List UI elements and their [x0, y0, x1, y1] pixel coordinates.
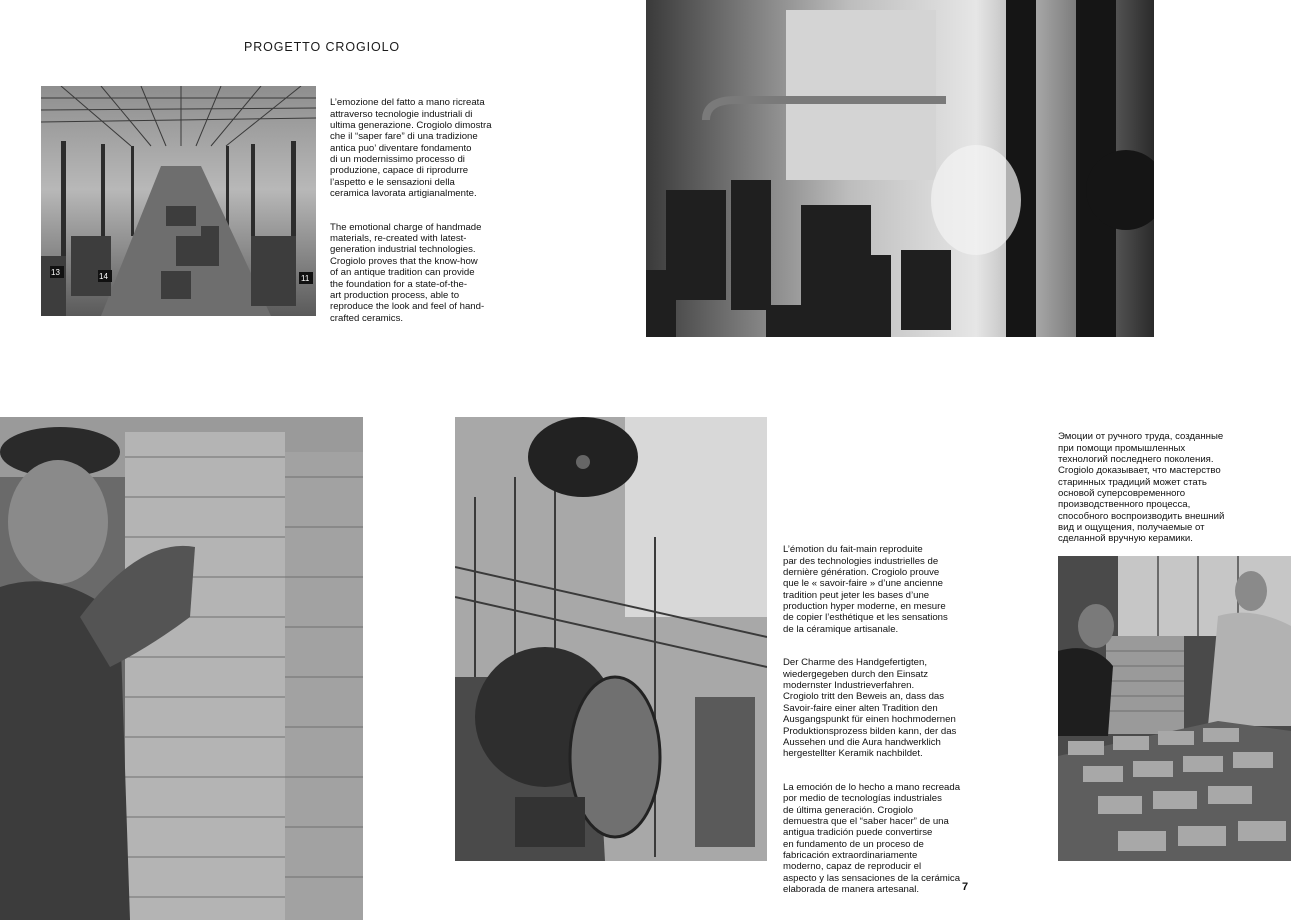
german-paragraph: Der Charme des Handgefertigten, wiedergegeben durch den Einsatz modernster Industrieverfahren. Crogiolo tritt den Beweis an, dass das Savoir-faire einer alten Tradition den Ausgangspunkt für einen hochmodernen Produktionsprozess bilden kann, der das Aussehen und die Aura handwerklich hergestellter Keramik nachbildet.: [783, 657, 957, 760]
page-title: PROGETTO CROGIOLO: [244, 40, 401, 54]
multilingual-text-block: [783, 533, 998, 918]
workers-tiles-photo: [1058, 556, 1291, 861]
page-number: 7: [962, 881, 969, 893]
french-paragraph: L’émotion du fait-main reproduite par des technologies industrielles de dernière génération. Crogiolo prouve que le « savoir-faire » d’une ancienne tradition peut jeter les bases d’une production hyper moderne, en mesure de copier l’esthétique et les sensations de la céramique artisanale.: [783, 544, 948, 635]
spanish-paragraph: La emoción de lo hecho a mano recreada por medio de tecnologías industriales de última generación. Crogiolo demuestra que el “saber hacer” de una antigua tradición puede convertirse en fundamento de un proceso de fabricación extraordinariamente moderno, capaz de reproducir el aspecto y las sensaciones de la cerámica elaborada de manera artesanal.: [783, 781, 961, 895]
italian-paragraph: L’emozione del fatto a mano ricreata attraverso tecnologie industriali di ultima generazione. Crogiolo dimostra che il “saper fare” di una tradizione antica puo’ diventare fondamento di un modernissimo processo di produzione, capace di riprodurre l’aspetto e le sensazioni della ceramica lavorata artigianalmente.: [330, 97, 492, 200]
kiln-hall-photo: [646, 0, 1154, 337]
photo-number-label: 13: [51, 268, 60, 277]
english-paragraph: The emotional charge of handmade materials, re-created with latest- generation industrial technologies. Crogiolo proves that the know-how of an antique tradition can provide the foundation for a state-of-the- art production process, able to reproduce the look and feel of hand- crafted ceramics.: [330, 221, 485, 324]
worker-tile-stack-photo: [0, 417, 363, 920]
machinery-photo: [455, 417, 767, 861]
russian-paragraph: Эмоции от ручного труда, созданные при помощи промышленных технологий последнего поколения. Crogiolo доказывает, что мастерство старинных традиций может стать основой суперсовременного производственного процесса, способного воспроизводить внешний вид и ощущения, получаемые от сделанной вручную керамики.: [1058, 431, 1225, 545]
factory-hall-photo: [41, 86, 316, 316]
photo-number-label: 14: [99, 272, 108, 281]
photo-number-label: 11: [301, 274, 310, 283]
intro-text-block: [330, 86, 530, 346]
russian-text-block: [1058, 420, 1283, 567]
